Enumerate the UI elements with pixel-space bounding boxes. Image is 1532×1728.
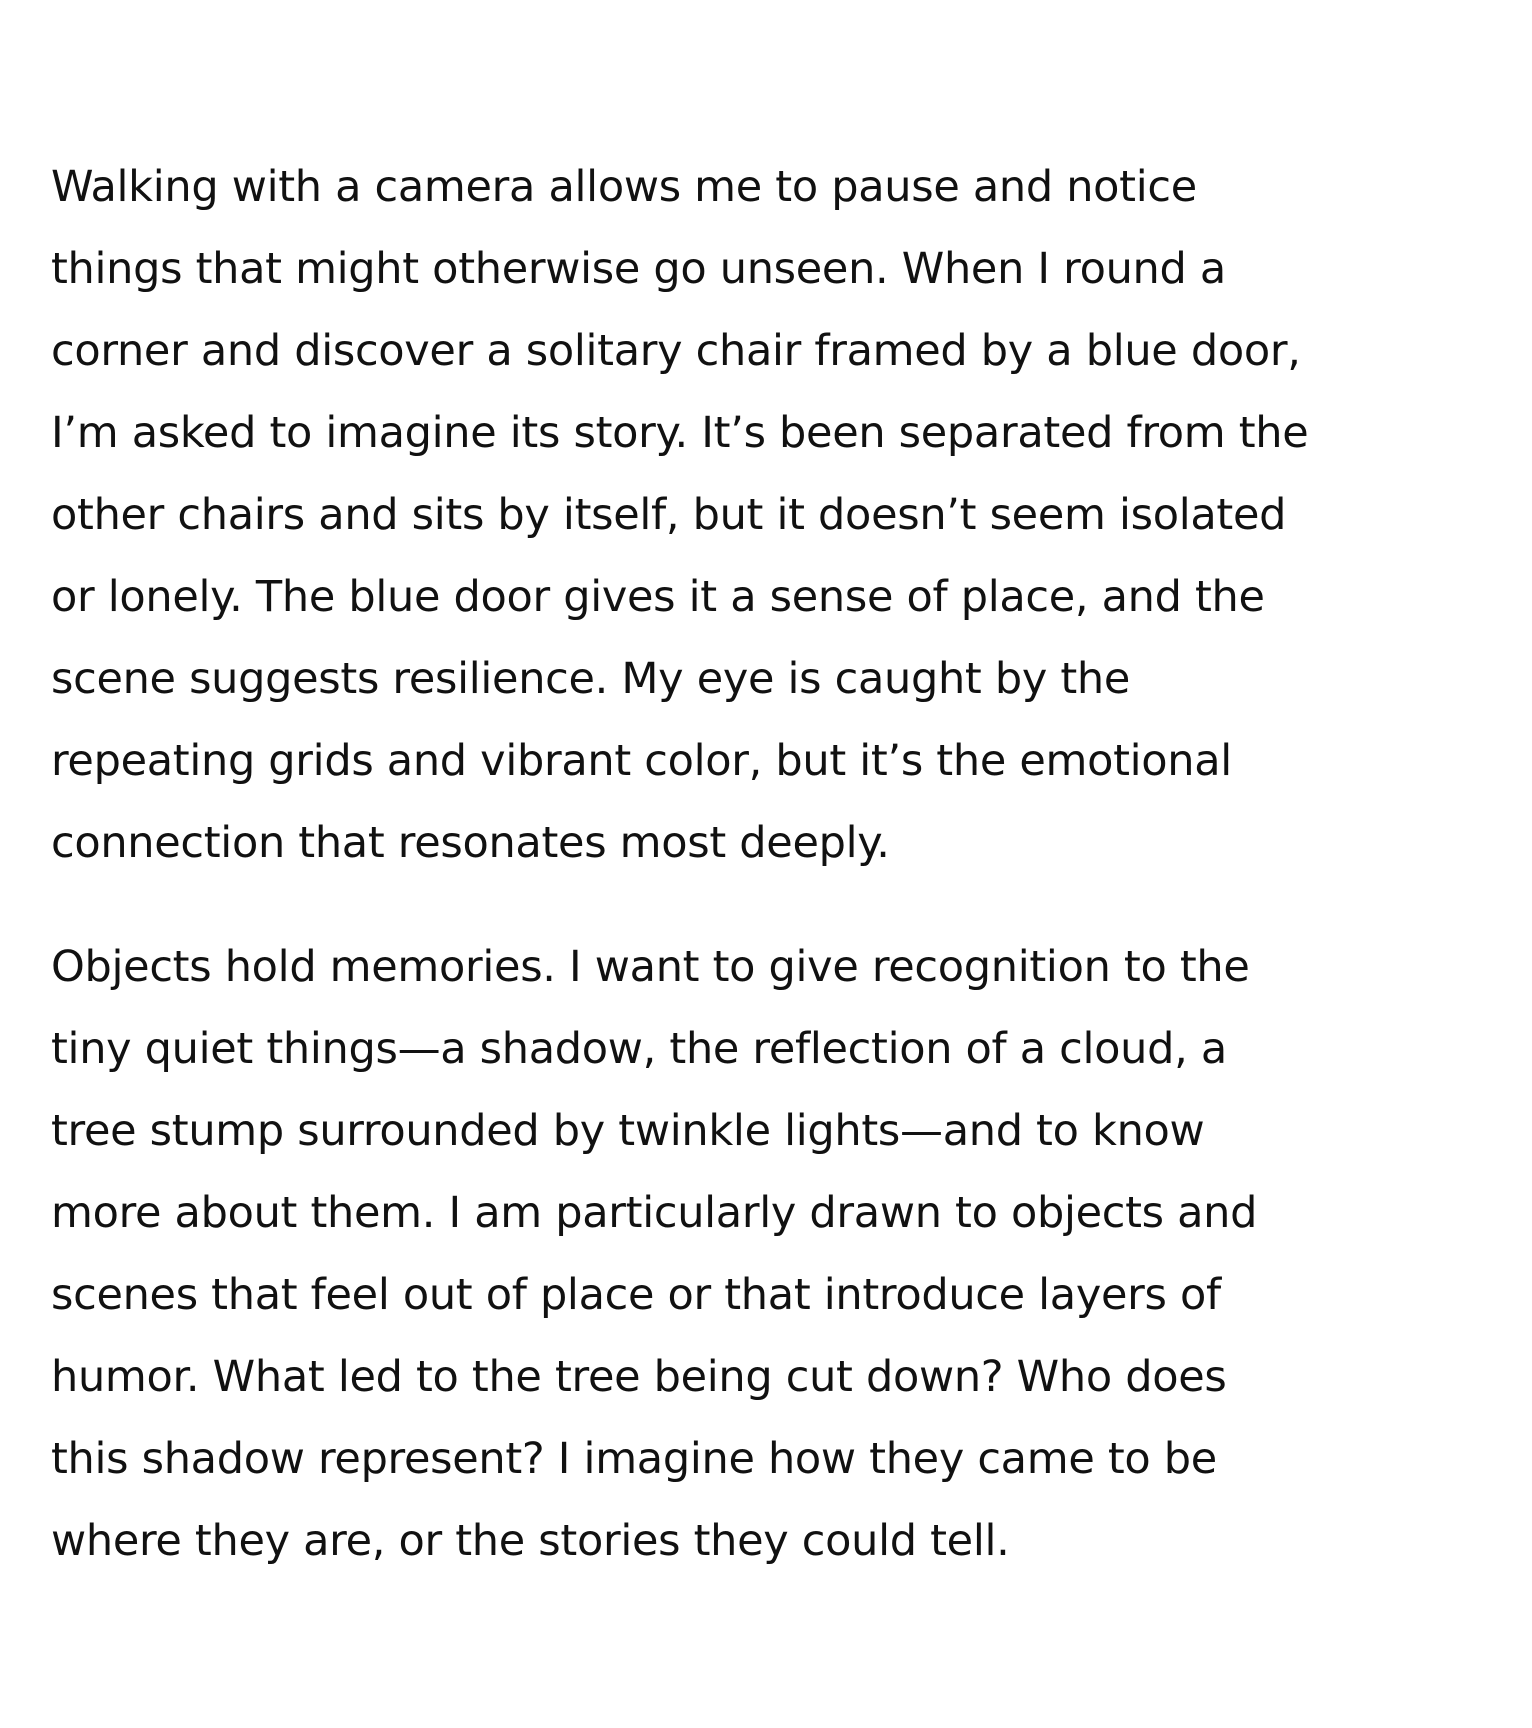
text-line: or lonely. The blue door gives it a sense of place, and the <box>51 572 1265 622</box>
text-line: Walking with a camera allows me to pause and notice <box>51 162 1197 212</box>
text-line: corner and discover a solitary chair framed by a blue door, <box>51 326 1301 376</box>
text-line: scenes that feel out of place or that introduce layers of <box>51 1270 1221 1320</box>
text-line: humor. What led to the tree being cut down? Who does <box>51 1352 1227 1402</box>
text-line: scene suggests resilience. My eye is caught by the <box>51 654 1131 704</box>
text-line: things that might otherwise go unseen. When I round a <box>51 244 1226 294</box>
text-line: repeating grids and vibrant color, but it’s the emotional <box>51 736 1232 786</box>
text-line: I’m asked to imagine its story. It’s been separated from the <box>51 408 1309 458</box>
paragraph-1 <box>51 146 1491 884</box>
text-line: connection that resonates most deeply. <box>51 818 890 868</box>
article-body <box>51 146 1491 1582</box>
text-line: where they are, or the stories they could tell. <box>51 1516 1010 1566</box>
text-line: more about them. I am particularly drawn to objects and <box>51 1188 1258 1238</box>
paragraph-2 <box>51 926 1491 1582</box>
text-line: other chairs and sits by itself, but it doesn’t seem isolated <box>51 490 1287 540</box>
text-line: tiny quiet things—a shadow, the reflection of a cloud, a <box>51 1024 1227 1074</box>
text-line: Objects hold memories. I want to give recognition to the <box>51 942 1250 992</box>
text-line: tree stump surrounded by twinkle lights—and to know <box>51 1106 1205 1156</box>
text-line: this shadow represent? I imagine how they came to be <box>51 1434 1217 1484</box>
